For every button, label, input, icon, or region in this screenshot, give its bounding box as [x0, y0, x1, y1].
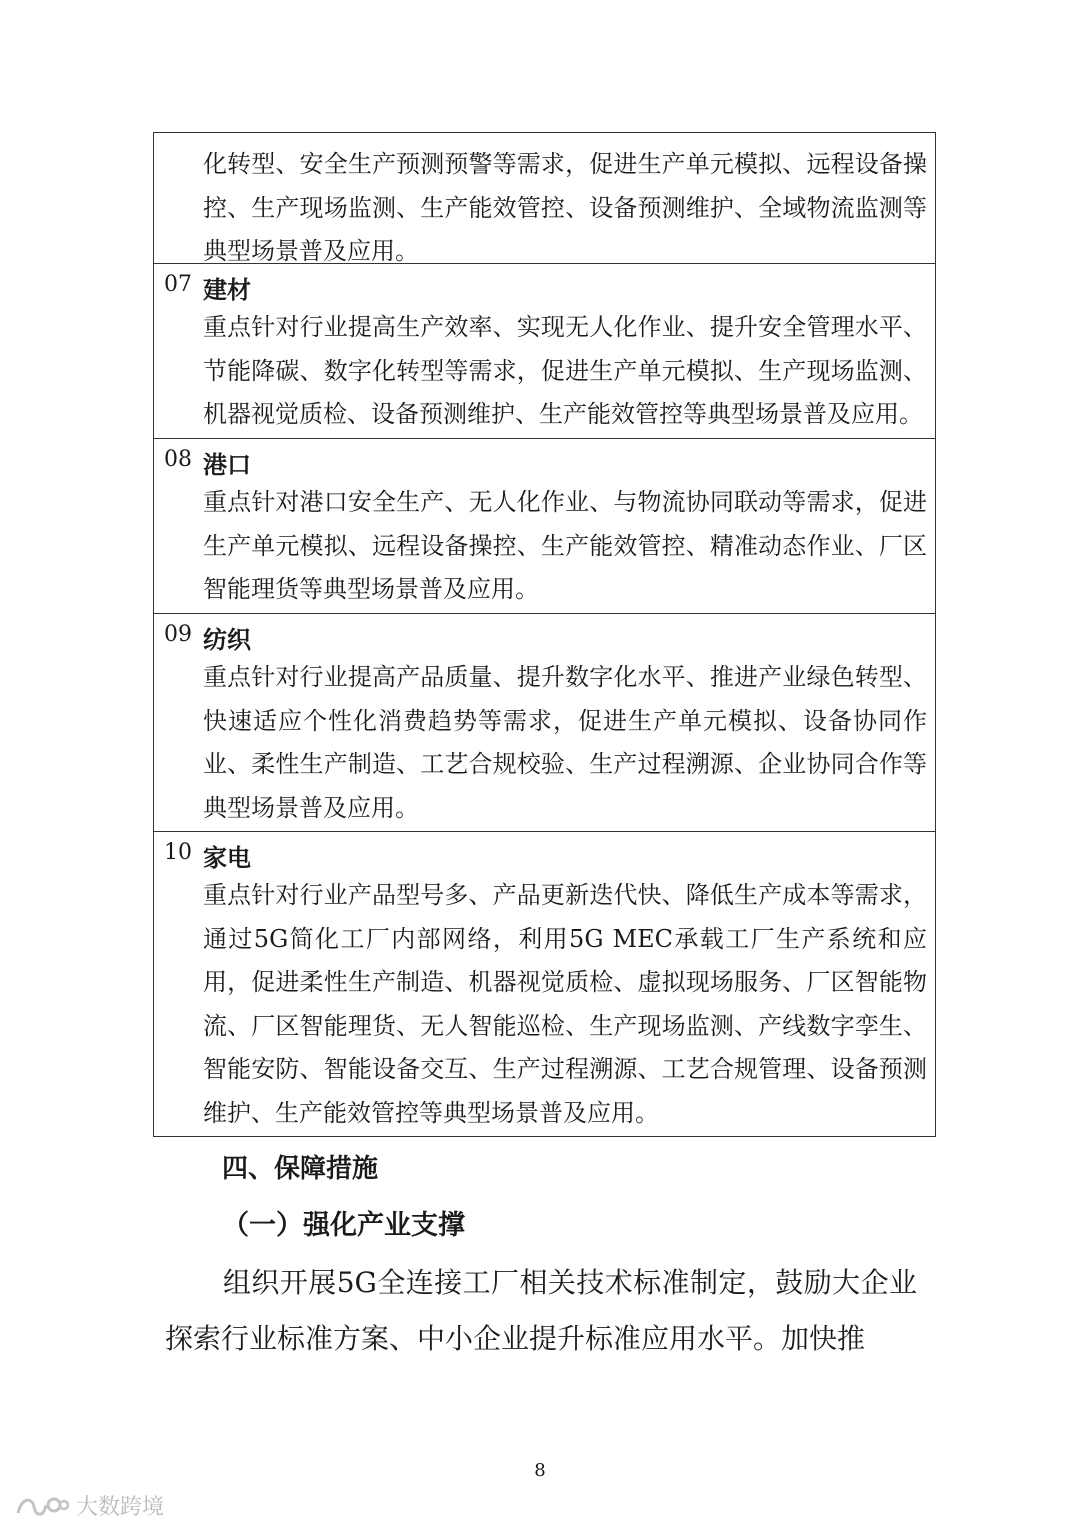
watermark-logo-icon — [14, 1493, 70, 1519]
row-text: 重点针对行业产品型号多、产品更新迭代快、降低生产成本等需求，通过5G简化工厂内部网络，利用5G MEC承载工厂生产系统和应用，促进柔性生产制造、机器视觉质检、虚拟现场服务、厂区智能物流、厂区智能理货、无人智能巡检、生产现场监测、产线数字孪生、智能安防、智能设备交互、生产过程溯源、工艺合规管理、设备预测维护、生产能效管控等典型场景普及应用。 — [203, 881, 927, 1127]
watermark — [14, 1490, 164, 1521]
section-heading: 四、保障措施 — [222, 1154, 379, 1184]
row-text: 化转型、安全生产预测预警等需求，促进生产单元模拟、远程设备操控、生产现场监测、生产能效管控、设备预测维护、全域物流监测等典型场景普及应用。 — [203, 150, 927, 265]
watermark-text: 大数跨境 — [76, 1495, 165, 1520]
row-text: 重点针对港口安全生产、无人化作业、与物流协同联动等需求，促进生产单元模拟、远程设备操控、生产能效管控、精准动态作业、厂区智能理货等典型场景普及应用。 — [203, 488, 927, 603]
row-number: 09 — [164, 622, 192, 647]
row-title: 家电 — [203, 844, 251, 872]
table-row-appliances — [154, 832, 935, 1137]
row-title: 纺织 — [203, 626, 251, 654]
row-text: 重点针对行业提高生产效率、实现无人化作业、提升安全管理水平、节能降碳、数字化转型等需求，促进生产单元模拟、生产现场监测、机器视觉质检、设备预测维护、生产能效管控等典型场景普及应用。 — [203, 313, 927, 428]
page-number: 8 — [534, 1460, 546, 1481]
table-row-textile — [154, 614, 935, 832]
table-row-port — [154, 439, 935, 614]
industry-table — [153, 132, 936, 1137]
table-row-building-materials — [154, 264, 935, 439]
row-number: 10 — [164, 840, 192, 865]
table-row-continued — [154, 133, 935, 264]
row-number: 08 — [164, 447, 192, 472]
sub-heading: （一）强化产业支撑 — [222, 1210, 465, 1241]
row-title: 建材 — [203, 276, 251, 304]
row-title: 港口 — [203, 451, 251, 479]
row-text: 重点针对行业提高产品质量、提升数字化水平、推进产业绿色转型、快速适应个性化消费趋势等需求，促进生产单元模拟、设备协同作业、柔性生产制造、工艺合规校验、生产过程溯源、企业协同合作等典型场景普及应用。 — [203, 663, 927, 822]
row-number: 07 — [164, 272, 192, 297]
body-paragraph: 组织开展5G全连接工厂相关技术标准制定，鼓励大企业探索行业标准方案、中小企业提升标准应用水平。加快推 — [165, 1266, 917, 1355]
